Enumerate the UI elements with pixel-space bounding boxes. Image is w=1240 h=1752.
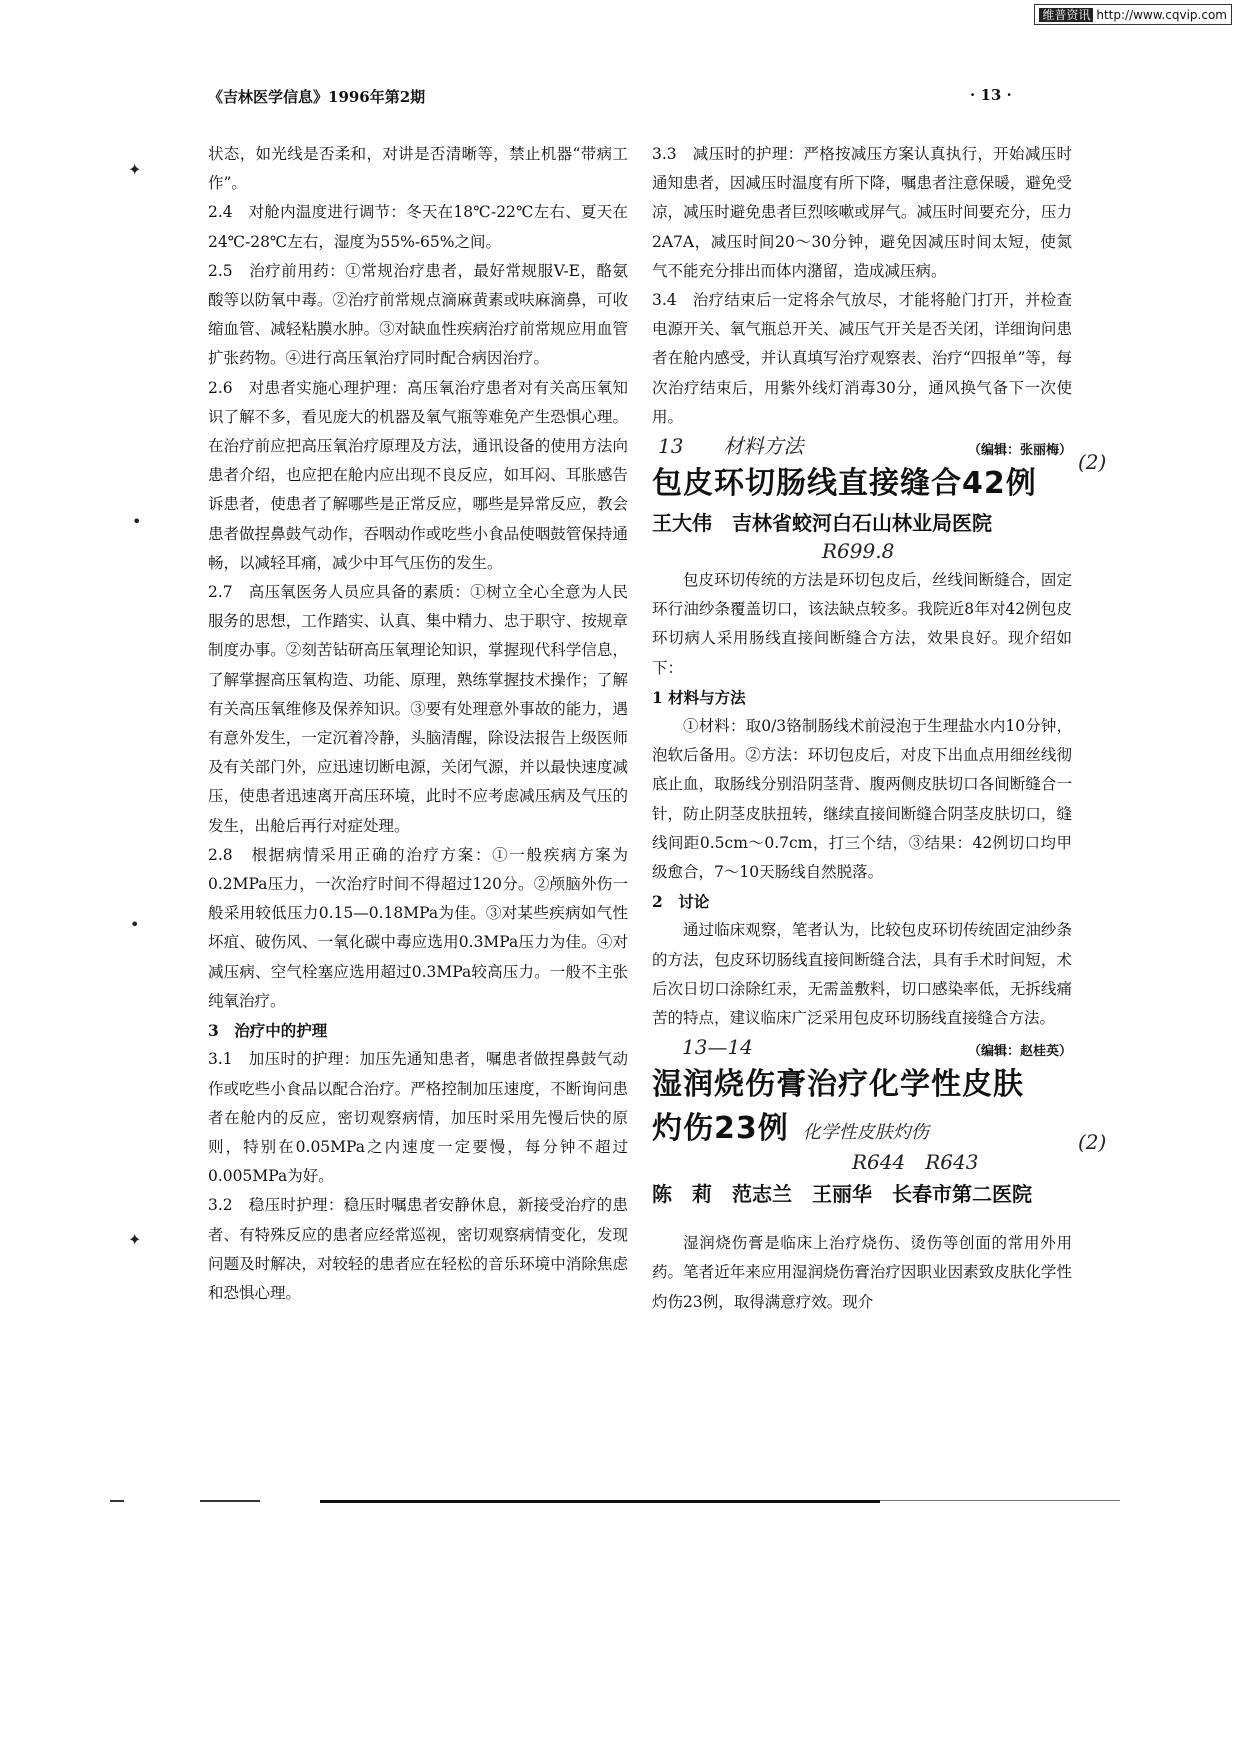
handwritten-annotation: 13 材料方法 bbox=[658, 434, 804, 459]
section-heading: 2 讨论 bbox=[652, 892, 710, 912]
margin-mark: • bbox=[130, 915, 140, 934]
paragraph: 通过临床观察，笔者认为，比较包皮环切传统固定油纱条的方法，包皮环切肠线直接间断缝合法，具有手术时间短，术后次日切口涂除红汞，无需盖敷料，切口感染率低，无拆线痛苦的特点，建议临床广泛采用包皮环切肠线直接缝合方法。 bbox=[652, 921, 1072, 1028]
handwritten-annotation: (2) bbox=[1078, 450, 1107, 474]
article-title: 灼伤23例 bbox=[652, 1111, 789, 1147]
watermark bbox=[1034, 4, 1232, 25]
section-heading: 3 治疗中的护理 bbox=[208, 1021, 328, 1041]
paragraph: 3.2 稳压时护理：稳压时嘱患者安静休息，新接受治疗的患者、有特殊反应的患者应经常巡视，密切观察病情变化，发现问题及时解决，对较轻的患者应在轻松的音乐环境中消除焦虑和恐惧心理。 bbox=[208, 1196, 628, 1302]
margin-mark: • bbox=[132, 512, 142, 531]
paragraph: 3.3 减压时的护理：严格按减压方案认真执行，开始减压时通知患者，因减压时温度有所下降，嘱患者注意保暖，避免受凉，减压时避免患者巨烈咳嗽或屏气。减压时间要充分，压力2A7A，减压时间20～30分钟，避免因减压时间太短，使氮气不能充分排出而体内潴留，造成减压病。 bbox=[652, 145, 1072, 280]
paragraph: 2.7 高压氧医务人员应具备的素质：①树立全心全意为人民服务的思想，工作踏实、认真、集中精力、忠于职守、按规章制度办事。②刻苦钻研高压氧理论知识，掌握现代科学信息，了解掌握高压氧构造、功能、原理，熟练掌握技术操作；了解有关高压氧维修及保养知识。③要有处理意外事故的能力，遇有意外发生，一定沉着冷静，头脑清醒，除设法报告上级医师及有关部门外，应迅速切断电源，关闭气源，并以最快速度减压，使患者迅速离开高压环境，此时不应考虑减压病及气压的发生，出舱后再行对症处理。 bbox=[208, 583, 628, 835]
paragraph: 3.4 治疗结束后一定将余气放尽，才能将舱门打开，并检查电源开关、氧气瓶总开关、减压气开关是否关闭，详细询问患者在舱内感受，并认真填写治疗观察表、治疗“四报单”等，每次治疗结束后，用紫外线灯消毒30分，通风换气备下一次使用。 bbox=[652, 291, 1072, 426]
left-column bbox=[208, 140, 628, 1308]
article-divider bbox=[652, 1033, 1072, 1063]
paragraph: 3.1 加压时的护理：加压先通知患者，嘱患者做捏鼻鼓气动作或吃些小食品以配合治疗。严格控制加压速度，不断询问患者在舱内的反应，密切观察病情，加压时采用先慢后快的原则，特别在0.05MPa之内速度一定要慢，每分钟不超过0.005MPa为好。 bbox=[208, 1050, 628, 1186]
page-number: · 13 · bbox=[970, 86, 1012, 104]
rule-mark bbox=[110, 1500, 124, 1502]
paragraph: 湿润烧伤膏是临床上治疗烧伤、烫伤等创面的常用外用药。笔者近年来应用湿润烧伤膏治疗因职业因素致皮肤化学性灼伤23例，取得满意疗效。现介 bbox=[652, 1234, 1072, 1311]
editor-note: （编辑：赵桂英） bbox=[967, 1044, 1072, 1060]
handwritten-annotation: 化学性皮肤灼伤 bbox=[802, 1122, 929, 1144]
paragraph: 2.8 根据病情采用正确的治疗方案：①一般疾病方案为0.2MPa压力，一次治疗时间不得超过120分。②颅脑外伤一般采用较低压力0.15—0.18MPa为佳。③对某些疾病如气性坏疽、破伤风、一氧化碳中毒应选用0.3MPa压力为佳。④对减压病、空气栓塞应选用超过0.3MPa较高压力。一般不主张纯氧治疗。 bbox=[208, 845, 628, 1010]
handwritten-annotation: (2) bbox=[1078, 1130, 1107, 1154]
margin-mark: ✦ bbox=[128, 160, 142, 179]
article-title: 湿润烧伤膏治疗化学性皮肤 bbox=[652, 1067, 1024, 1103]
paragraph: ①材料：取0/3铬制肠线术前浸泡于生理盐水内10分钟，泡软后备用。②方法：环切包皮后，对皮下出血点用细丝线彻底止血，取肠线分别沿阴茎背、腹两侧皮肤切口各间断缝合一针，防止阴茎皮肤扭转，继续直接间断缝合阴茎皮肤切口，缝线间距0.5cm～0.7cm，打三个结，③结果：42例切口均甲级愈合，7～10天肠线自然脱落。 bbox=[652, 717, 1072, 882]
handwritten-code: R699.8 bbox=[822, 539, 895, 564]
handwritten-code: R644 R643 bbox=[852, 1150, 979, 1175]
paragraph: 2.6 对患者实施心理护理：高压氧治疗患者对有关高压氧知识了解不多，看见庞大的机器及氧气瓶等难免产生恐惧心理。在治疗前应把高压氧治疗原理及方法，通讯设备的使用方法向患者介绍，也应把在舱内应出现不良反应，如耳闷、耳胀感告诉患者，使患者了解哪些是正常反应，哪些是异常反应，教会患者做捏鼻鼓气动作，吞咽动作或吃些小食品使咽鼓管保持通畅，以减轻耳痛，减少中耳气压伤的发生。 bbox=[208, 378, 628, 572]
article-author: 王大伟 吉林省蛟河白石山林业局医院 bbox=[652, 511, 992, 536]
watermark-brand: 维普资讯 bbox=[1039, 8, 1093, 22]
section-heading: 1 材料与方法 bbox=[652, 687, 746, 707]
article-title: 包皮环切肠线直接缝合42例 bbox=[652, 466, 1037, 502]
paragraph: 状态，如光线是否柔和，对讲是否清晰等，禁止机器“带病工作”。 bbox=[208, 145, 628, 193]
paragraph: 2.5 治疗前用药：①常规治疗患者，最好常规服V-E，酪氨酸等以防氧中毒。②治疗前常规点滴麻黄素或呋麻滴鼻，可收缩血管、减轻粘膜水肿。③对缺血性疾病治疗前常规应用血管扩张药物。④进行高压氧治疗同时配合病因治疗。 bbox=[208, 261, 628, 368]
journal-header: 《吉林医学信息》1996年第2期 bbox=[208, 88, 426, 106]
article-title-line2 bbox=[652, 1109, 1072, 1149]
watermark-url: http://www.cqvip.com bbox=[1096, 8, 1227, 22]
margin-mark: ✦ bbox=[128, 1230, 142, 1249]
rule-mark bbox=[880, 1500, 1120, 1501]
paragraph: 2.4 对舱内温度进行调节：冬天在18℃-22℃左右、夏天在24℃-28℃左右，湿度为55%-65%之间。 bbox=[208, 203, 628, 251]
rule-mark bbox=[200, 1500, 260, 1502]
paragraph: 包皮环切传统的方法是环切包皮后，丝线间断缝合，固定环行油纱条覆盖切口，该法缺点较多。我院近8年对42例包皮环切病人采用肠线直接间断缝合方法，效果良好。现介绍如下： bbox=[652, 571, 1072, 677]
right-column bbox=[652, 140, 1072, 1317]
editor-note: （编辑：张丽梅） bbox=[967, 443, 1072, 459]
handwritten-annotation: 13—14 bbox=[682, 1035, 753, 1060]
bottom-rule bbox=[320, 1500, 880, 1503]
article-divider bbox=[652, 432, 1072, 462]
article-author: 陈 莉 范志兰 王丽华 长春市第二医院 bbox=[652, 1182, 1032, 1207]
